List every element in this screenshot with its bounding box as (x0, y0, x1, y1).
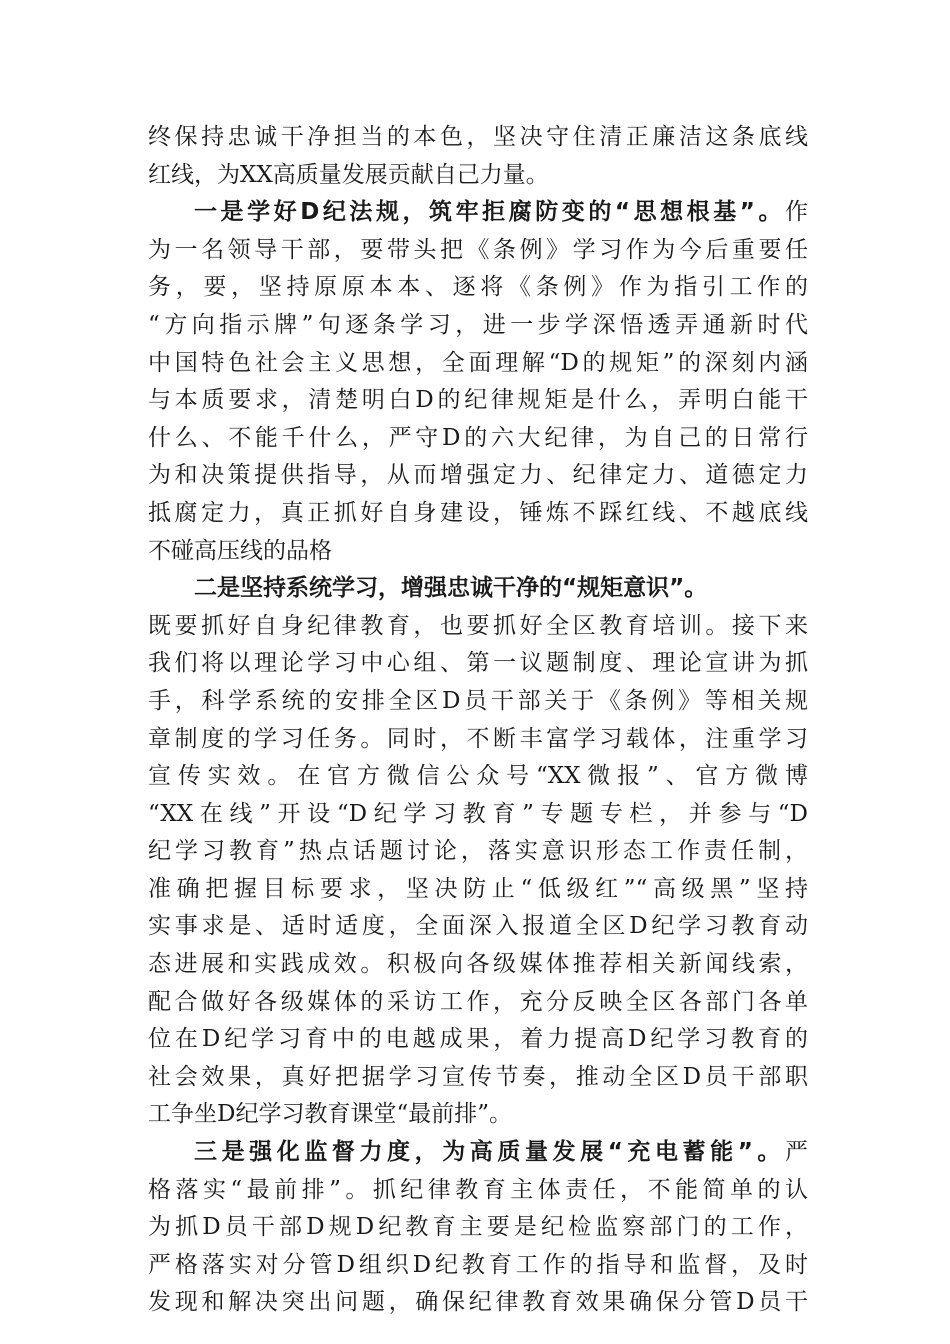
text-line: 社会效果，真好把据学习宣传节奏，推动全区D员干部职 (148, 1063, 808, 1090)
text-line: 为抓D员干部D规D纪教育主要是纪检监察部门的工作， (148, 1214, 808, 1241)
paragraph-heading-line (148, 570, 808, 608)
text-line: 不碰高压线的品格 (148, 537, 332, 564)
text-line: 准确把握目标要求，坚决防止“低级红”“高级黑”坚持 (148, 875, 808, 902)
text-line: “方向指示牌”句逐条学习，进一步学深悟透弄通新时代 (148, 311, 808, 338)
text-line: 为一名领导干部，要带头把《条例》学习作为今后重要任 (148, 236, 808, 263)
text-line: 中国特色社会主义思想，全面理解“D的规矩”的深刻内涵 (148, 349, 808, 376)
paragraph-heading-line (148, 1134, 808, 1172)
text-line: 纪学习教育”热点话题讨论，落实意识形态工作责任制， (148, 838, 808, 865)
text-run: 严 (785, 1139, 808, 1166)
document-body (148, 119, 808, 1322)
text-line: 工争坐D纪学习教育课堂“最前排”。 (148, 1101, 512, 1128)
text-line: 严格落实对分管D组织D纪教育工作的指导和监督，及时 (148, 1251, 808, 1278)
text-line: 红线，为XX高质量发展贡献自己力量。 (148, 161, 549, 188)
text-line: 章制度的学习任务。同时，不断丰富学习载体，注重学习 (148, 725, 808, 752)
text-line: 抵腐定力，真正抓好自身建设，锤炼不踩红线、不越底线 (148, 499, 808, 526)
text-line: 与本质要求，清楚明白D的纪律规矩是什么，弄明白能干 (148, 387, 808, 414)
text-line: 格落实“最前排”。抓纪律教育主体责任，不能简单的认 (148, 1176, 808, 1203)
text-line: 终保持忠诚干净担当的本色，坚决守住清正廉洁这条底线 (148, 124, 808, 150)
text-line: 发现和解决突出问题，确保纪律教育效果确保分管D员干 (148, 1289, 808, 1316)
paragraph-heading: 三是强化监督力度，为高质量发展“充电蓄能”。 (194, 1139, 785, 1166)
text-line: “XX在线”开设“D纪学习教育”专题专栏，并参与“D (148, 800, 808, 827)
text-line: 务，要，坚持原原本本、逐将《条例》作为指引工作的 (148, 274, 808, 301)
text-line: 为和决策提供指导，从而增强定力、纪律定力、道德定力 (148, 462, 808, 489)
text-line: 我们将以理论学习中心组、第一议题制度、理论宣讲为抓 (148, 650, 808, 677)
text-line: 实事求是、适时适度，全面深入报道全区D纪学习教育动 (148, 913, 808, 940)
text-run: 作 (785, 199, 808, 226)
text-line: 位在D纪学习育中的电越成果，着力提高D纪学习教育的 (148, 1026, 808, 1053)
text-line: 态进展和实践成效。积极向各级媒体推荐相关新闻线索， (148, 951, 808, 978)
paragraph-heading: 一是学好D纪法规，筑牢拒腐防变的“思想根基”。 (194, 199, 785, 226)
paragraph-heading-line (148, 194, 808, 232)
paragraph-heading: 二是坚持系统学习，增强忠诚干净的“规矩意识”。 (194, 575, 708, 602)
text-line: 什么、不能千什么，严守D的六大纪律，为自己的日常行 (148, 424, 808, 451)
text-line: 配合做好各级媒体的采访工作，充分反映全区各部门各单 (148, 988, 808, 1015)
text-line: 宣传实效。在官方微信公众号“XX微报”、官方微博 (148, 763, 808, 790)
text-line: 手，科学系统的安排全区D员干部关于《条例》等相关规 (148, 687, 808, 714)
text-line: 既要抓好自身纪律教育，也要抓好全区教育培训。接下来 (148, 612, 808, 639)
